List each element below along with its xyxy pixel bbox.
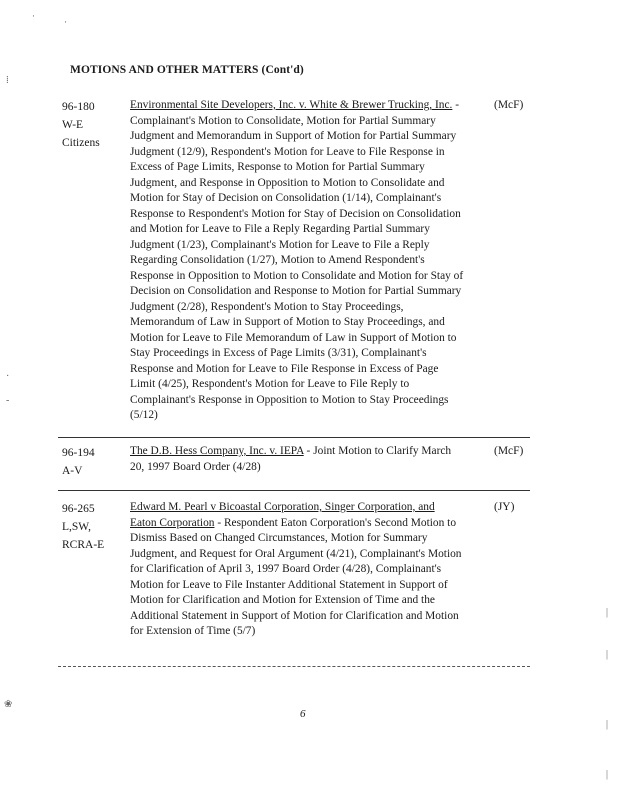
docket-entry bbox=[62, 444, 532, 484]
scan-mark: | bbox=[606, 607, 609, 618]
docket-type: L,SW, bbox=[62, 521, 91, 533]
scan-mark: | bbox=[606, 769, 609, 780]
motion-text: - Respondent Eaton Corporation's Second Motion to Dismiss Based on Changed Circumstances, Motion for Summary Judgment, and Request for Oral Argument (4/21), Complainant's Motion for Clarification of April 3, 1997 Board Order (4/28), Complainant's Motion for Leave to File Instanter Additional Statement in Support of Motion for Clarification and Motion for Extension of Time and the Additional Statement in Support of Motion for Clarification and Motion for Extension of Time (5/7) bbox=[130, 516, 462, 637]
entry-divider bbox=[58, 437, 530, 438]
case-title: The D.B. Hess Company, Inc. v. IEPA bbox=[130, 445, 304, 457]
scan-mark: - bbox=[6, 395, 10, 406]
entry-divider bbox=[58, 490, 530, 491]
scan-mark: · bbox=[6, 371, 10, 382]
scan-speck: · bbox=[64, 17, 67, 27]
section-heading: MOTIONS AND OTHER MATTERS (Cont'd) bbox=[70, 64, 304, 76]
docket-info bbox=[62, 500, 124, 554]
docket-number: 96-180 bbox=[62, 101, 95, 113]
entry-divider bbox=[58, 666, 530, 667]
docket-number: 96-194 bbox=[62, 447, 95, 459]
scan-speck: · bbox=[32, 11, 35, 21]
scan-mark: | bbox=[606, 649, 609, 660]
attorney-initials: (JY) bbox=[494, 501, 515, 513]
case-title: Environmental Site Developers, Inc. v. White & Brewer Trucking, Inc. bbox=[130, 99, 453, 111]
docket-entry bbox=[62, 98, 532, 428]
motion-text: - Joint Motion to Clarify March 20, 1997 Board Order (4/28) bbox=[130, 445, 452, 473]
docket-entry bbox=[62, 500, 532, 650]
entry-description bbox=[130, 444, 464, 475]
docket-info bbox=[62, 98, 124, 152]
entry-description bbox=[130, 500, 464, 640]
scan-mark: | bbox=[606, 719, 609, 730]
motion-text: - Complainant's Motion to Consolidate, Motion for Partial Summary Judgment and Memorandum in Support of Motion for Partial Summary Judgment (12/9), Respondent's Motion for Leave to File Response in Excess of Page Limits, Response to Motion for Partial Summary Judgment, and Response in Opposition to Motion to Consolidate and Motion for Stay of Decision on Consolidation (1/14), Complainant's Response to Respondent's Motion for Stay of Decision on Consolidation and Motion for Leave to File a Reply Regarding Partial Summary Judgment (1/23), Complainant's Motion for Leave to File a Reply Regarding Consolidation (1/27), Motion to Amend Respondent's Response in Opposition to Motion to Consolidate and Motion for Stay of Decision on Consolidation and Response to Motion for Partial Summary Judgment (2/28), Respondent's Motion to Stay Proceedings, Memorandum of Law in Support of Motion to Stay Proceedings, and Motion for Leave to File Memorandum of Law in Support of Motion to Stay Proceedings in Excess of Page Limits (3/31), Complainant's Response and Motion for Leave to File Response in Excess of Page Limit (4/25), Respondent's Motion for Leave to File Reply to Complainant's Response in Opposition to Motion to Stay Proceedings (5/12) bbox=[130, 99, 464, 421]
docket-type: W-E bbox=[62, 119, 84, 131]
case-title: Edward M. Pearl v Bicoastal Corporation, Singer Corporation, and Eaton Corporation bbox=[130, 501, 435, 529]
docket-info bbox=[62, 444, 124, 480]
entry-description bbox=[130, 98, 464, 424]
docket-number: 96-265 bbox=[62, 503, 95, 515]
attorney-initials: (McF) bbox=[494, 99, 524, 111]
page-number: 6 bbox=[300, 708, 306, 720]
scan-mark: ⁞ bbox=[6, 75, 9, 86]
docket-type: A-V bbox=[62, 465, 83, 477]
attorney-initials: (McF) bbox=[494, 445, 524, 457]
docket-county: Citizens bbox=[62, 137, 100, 149]
docket-category: RCRA-E bbox=[62, 539, 105, 551]
scan-mark: ❀ bbox=[4, 699, 13, 710]
